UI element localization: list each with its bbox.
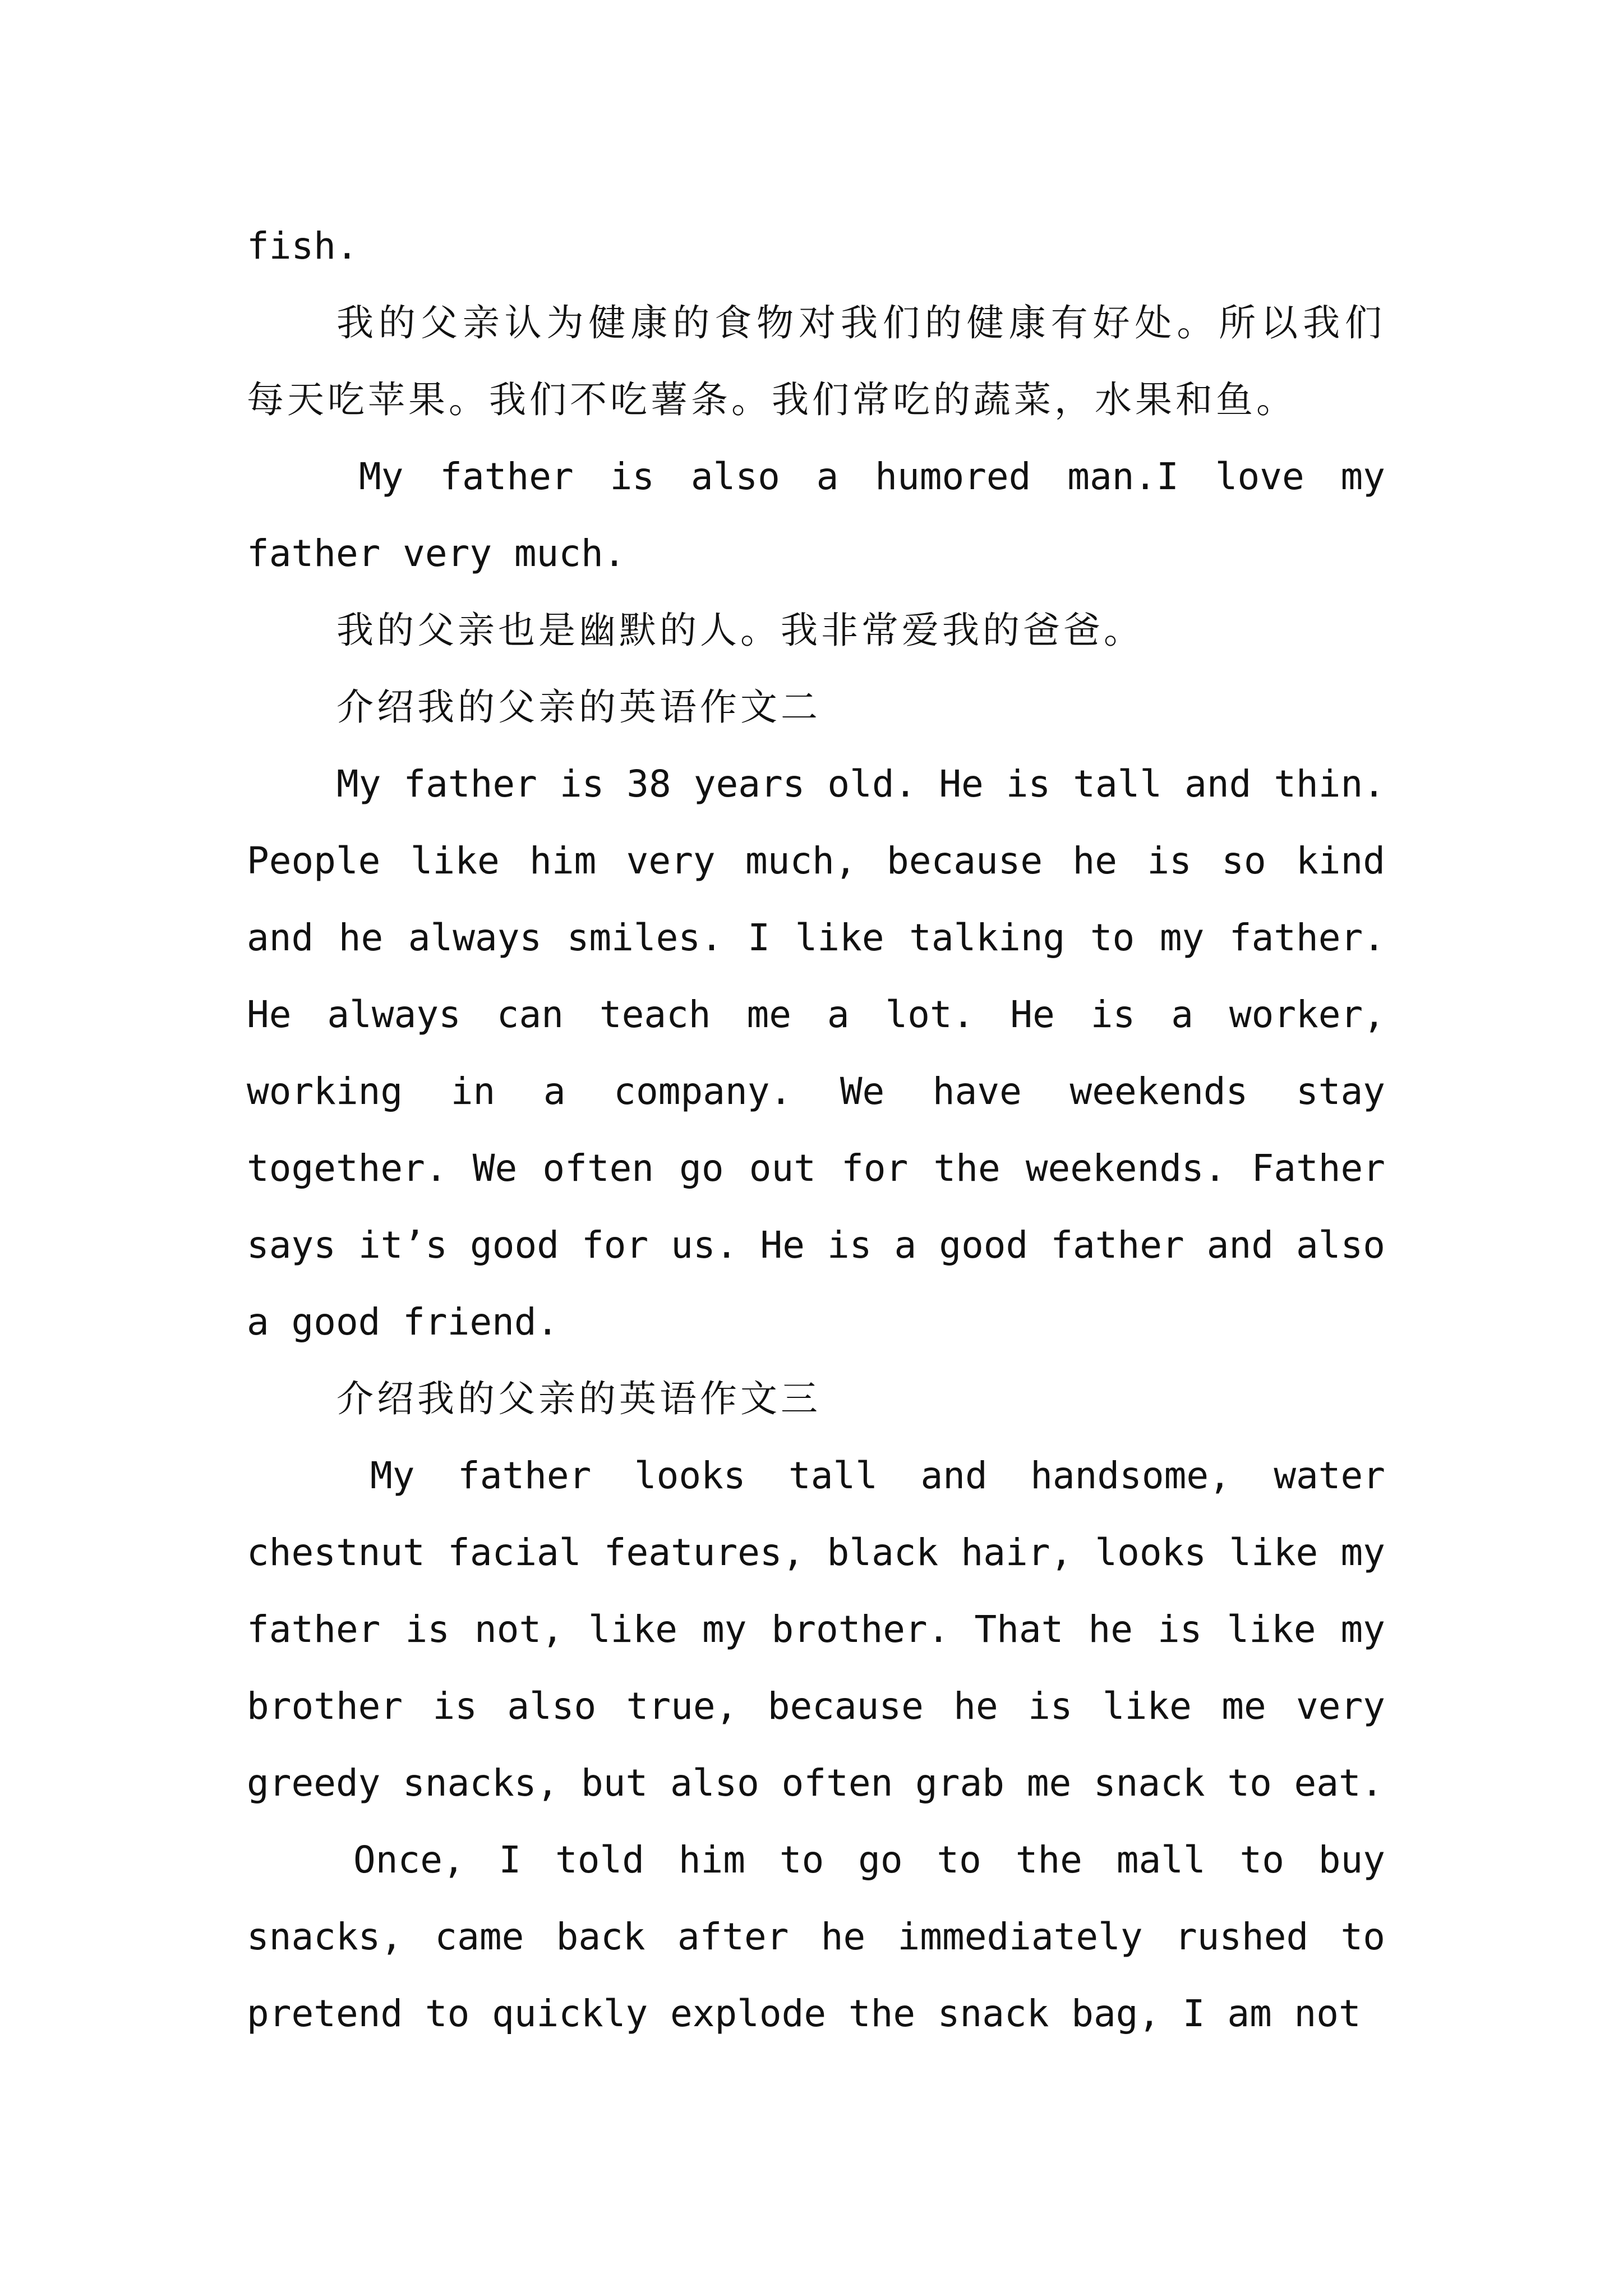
paragraph-cn-humored: 我的父亲也是幽默的人。我非常爱我的爸爸。 (336, 609, 1144, 652)
section-heading-essay-three: 介绍我的父亲的英语作文三 (336, 1377, 821, 1420)
paragraph-essay-three-part-two: Once, I told him to go to the mall to buy snacks, came back after he immediately rushed to pretend to quickly explode the snack bag, I am not (247, 1838, 1385, 2035)
paragraph-essay-two: My father is 38 years old. He is tall and thin. People like him very much, because he is so kind and he always smiles. I like talking to my father. He always can teach me a lot. He is a worker, working in a company. We have weekends stay together. We often go out for the weekends. Father says it’s good for us. He is a good father and also a good friend. (247, 762, 1385, 1343)
paragraph-humored-man: My father is also a humored man.I love my father very much. (247, 455, 1385, 575)
paragraph-essay-three-part-one: My father looks tall and handsome, water chestnut facial features, black hair, looks like my father is not, like my brother. That he is like my brother is also true, because he is like me very greedy snacks, but also often grab me snack to eat. (247, 1454, 1385, 1805)
document-body (247, 208, 1385, 2052)
paragraph-cn-healthy-food: 我的父亲认为健康的食物对我们的健康有好处。所以我们每天吃苹果。我们不吃薯条。我们常吃的蔬菜，水果和鱼。 (247, 301, 1385, 421)
section-heading-essay-two: 介绍我的父亲的英语作文二 (336, 685, 821, 729)
paragraph-fish: fish. (247, 224, 358, 268)
